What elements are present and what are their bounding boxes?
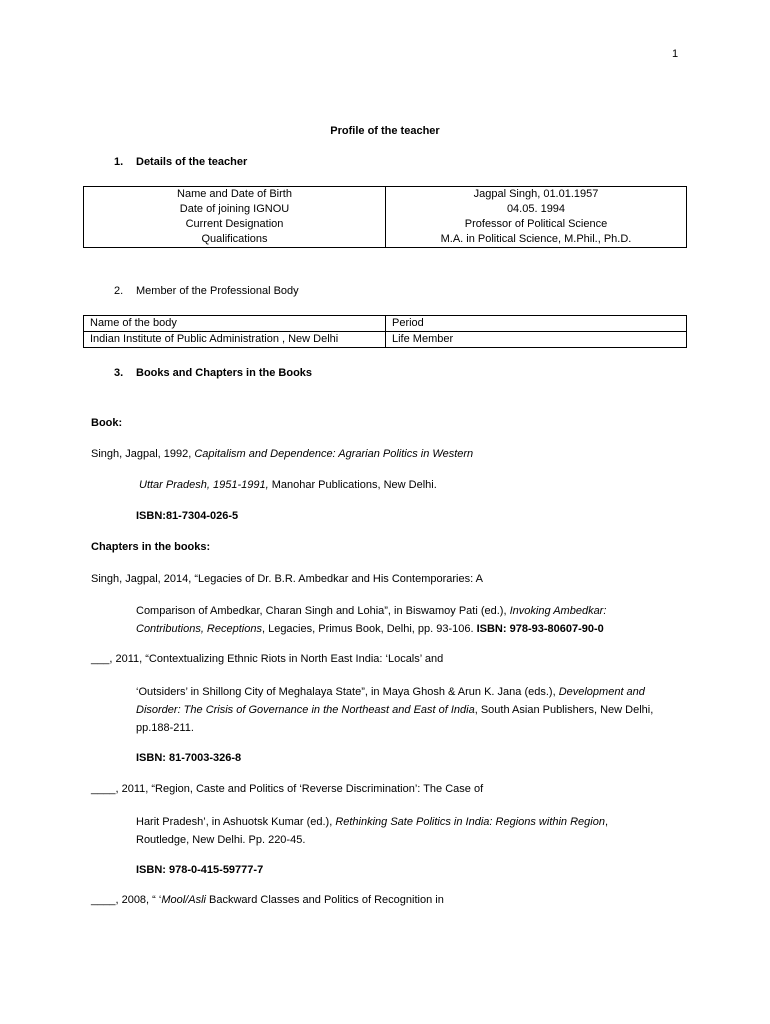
detail-value: 04.05. 1994 bbox=[386, 202, 687, 217]
chapter-3-comma: , bbox=[604, 816, 609, 828]
section-2-number: 2. bbox=[114, 285, 124, 297]
chapter-4-title: Backward Classes and Politics of Recognition in bbox=[205, 894, 444, 906]
book-isbn: ISBN:81-7304-026-5 bbox=[136, 510, 239, 522]
book-label: Book: bbox=[91, 417, 123, 429]
detail-label: Name and Date of Birth bbox=[84, 187, 386, 203]
chapter-1-publisher: , Legacies, Primus Book, Delhi, pp. 93-106. bbox=[261, 623, 477, 635]
detail-value: M.A. in Political Science, M.Phil., Ph.D. bbox=[386, 232, 687, 248]
chapter-2-book-title-continued: Disorder: The Crisis of Governance in the Northeast and East of India bbox=[136, 704, 475, 716]
chapter-3-text: Harit Pradesh’, in Ashuotsk Kumar (ed.), bbox=[136, 816, 336, 828]
book-author-year: Singh, Jagpal, 1992, bbox=[91, 448, 195, 460]
detail-label: Date of joining IGNOU bbox=[84, 202, 386, 217]
chapter-2-line-1: ___, 2011, “Contextualizing Ethnic Riots in North East India: ‘Locals’ and bbox=[91, 653, 444, 665]
detail-value: Jagpal Singh, 01.01.1957 bbox=[386, 187, 687, 203]
body-name: Indian Institute of Public Administration , New Delhi bbox=[84, 332, 386, 348]
page-number: 1 bbox=[672, 48, 679, 60]
column-header-period: Period bbox=[386, 316, 687, 332]
chapters-label: Chapters in the books: bbox=[91, 541, 211, 553]
section-1-number: 1. bbox=[114, 156, 124, 168]
chapter-1-book-title: Invoking Ambedkar: bbox=[509, 605, 607, 617]
chapter-4-author-year: ____, 2008, “ ‘ bbox=[91, 894, 162, 906]
chapter-1-isbn: ISBN: 978-93-80607-90-0 bbox=[476, 623, 604, 635]
section-3-heading: Books and Chapters in the Books bbox=[136, 367, 313, 379]
detail-label: Qualifications bbox=[84, 232, 386, 248]
section-2-heading: Member of the Professional Body bbox=[136, 285, 299, 297]
chapter-4-italic-term: Mool/Asli bbox=[161, 894, 206, 906]
table-row bbox=[84, 232, 687, 248]
table-row bbox=[84, 187, 687, 203]
membership-period: Life Member bbox=[386, 332, 687, 348]
book-citation-line-1 bbox=[91, 448, 473, 460]
chapter-3-details bbox=[136, 813, 681, 849]
chapter-2-book-title: Development and bbox=[558, 686, 645, 698]
table-row bbox=[84, 202, 687, 217]
table-row bbox=[84, 332, 687, 348]
book-title: Capitalism and Dependence: Agrarian Politics in Western bbox=[194, 448, 474, 460]
chapter-1-details bbox=[136, 602, 681, 638]
chapter-2-isbn: ISBN: 81-7003-326-8 bbox=[136, 752, 242, 764]
chapter-2-publisher: , South Asian Publishers, New Delhi, bbox=[474, 704, 654, 716]
column-header-body: Name of the body bbox=[84, 316, 386, 332]
detail-label: Current Designation bbox=[84, 217, 386, 232]
section-1-heading: Details of the teacher bbox=[136, 156, 248, 168]
page-title: Profile of the teacher bbox=[330, 125, 440, 137]
book-title-continued: Uttar Pradesh, 1951-1991, bbox=[139, 479, 269, 491]
chapter-3-publisher: Routledge, New Delhi. Pp. 220-45. bbox=[136, 834, 306, 846]
teacher-details-table bbox=[83, 186, 687, 248]
chapter-3-isbn: ISBN: 978-0-415-59777-7 bbox=[136, 864, 264, 876]
chapter-2-text: ‘Outsiders’ in Shillong City of Meghalaya State”, in Maya Ghosh & Arun K. Jana (eds.), bbox=[136, 686, 559, 698]
detail-value: Professor of Political Science bbox=[386, 217, 687, 232]
chapter-1-text: Comparison of Ambedkar, Charan Singh and Lohia”, in Biswamoy Pati (ed.), bbox=[136, 605, 510, 617]
chapter-3-line-1: ____, 2011, “Region, Caste and Politics of ‘Reverse Discrimination’: The Case of bbox=[91, 783, 484, 795]
book-citation-line-2 bbox=[139, 479, 437, 491]
table-row bbox=[84, 217, 687, 232]
chapter-2-details bbox=[136, 683, 681, 737]
book-publisher: Manohar Publications, New Delhi. bbox=[268, 479, 437, 491]
section-3-number: 3. bbox=[114, 367, 124, 379]
chapter-2-pages: pp.188-211. bbox=[136, 722, 194, 734]
chapter-1-line-1: Singh, Jagpal, 2014, “Legacies of Dr. B.R. Ambedkar and His Contemporaries: A bbox=[91, 573, 483, 585]
chapter-4-line-1 bbox=[91, 894, 444, 906]
chapter-1-book-title-continued: Contributions, Receptions bbox=[136, 623, 262, 635]
professional-body-table bbox=[83, 315, 687, 348]
chapter-3-book-title: Rethinking Sate Politics in India: Regions within Region bbox=[335, 816, 605, 828]
table-header-row bbox=[84, 316, 687, 332]
